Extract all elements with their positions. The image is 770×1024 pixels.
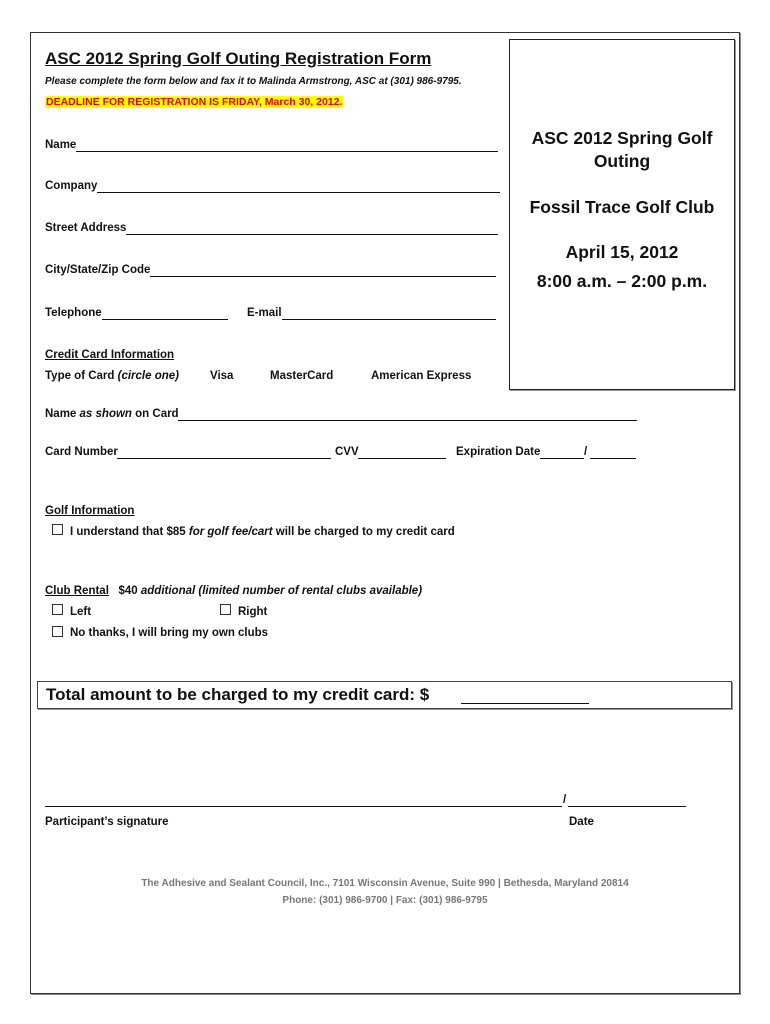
- expiration-month-field[interactable]: [540, 458, 584, 459]
- own-clubs-label: No thanks, I will bring my own clubs: [70, 627, 269, 639]
- event-title-line2: Outing: [593, 151, 651, 171]
- name-on-card-field[interactable]: [178, 420, 637, 421]
- own-clubs-checkbox[interactable]: [52, 626, 63, 637]
- left-clubs-label: Left: [70, 606, 92, 618]
- card-type-text: Type of Card: [45, 370, 115, 382]
- total-amount-label: [46, 685, 429, 705]
- club-rental-heading: Club Rental: [45, 585, 109, 597]
- footer-phone: Phone: (301) 986-9700 | Fax: (301) 986-9795: [282, 895, 488, 906]
- event-time: 8:00 a.m. – 2:00 p.m.: [536, 271, 708, 291]
- date-label: Date: [569, 816, 594, 828]
- signature-field[interactable]: [45, 806, 562, 807]
- telephone-label: Telephone: [45, 307, 102, 319]
- name-on-card-text-c: on Card: [135, 408, 179, 420]
- city-state-zip-label: City/State/Zip Code: [45, 264, 151, 276]
- event-date: April 15, 2012: [565, 242, 679, 262]
- cvv-label: CVV: [335, 446, 359, 458]
- name-field[interactable]: [76, 151, 498, 152]
- name-on-card-text-a: Name: [45, 408, 77, 420]
- street-address-field[interactable]: [126, 234, 498, 235]
- card-number-label: Card Number: [45, 446, 118, 458]
- event-title-line1: ASC 2012 Spring Golf: [531, 128, 713, 148]
- credit-card-heading: Credit Card Information: [45, 349, 175, 361]
- form-instructions: Please complete the form below and fax it to Malinda Armstrong, ASC at (301) 986-9795.: [45, 76, 462, 87]
- right-clubs-checkbox[interactable]: [220, 604, 231, 615]
- telephone-field[interactable]: [102, 319, 228, 320]
- golf-info-heading: Golf Information: [45, 505, 135, 517]
- left-clubs-checkbox[interactable]: [52, 604, 63, 615]
- total-amount-box: [37, 681, 732, 709]
- card-number-field[interactable]: [117, 458, 331, 459]
- date-field[interactable]: [568, 806, 686, 807]
- card-type-hint: (circle one): [117, 370, 179, 382]
- expiration-year-field[interactable]: [590, 458, 636, 459]
- participant-signature-label: Participant’s signature: [45, 816, 169, 828]
- golf-fee-checkbox[interactable]: [52, 524, 63, 535]
- expiration-date-label: Expiration Date: [456, 446, 541, 458]
- card-option-mastercard[interactable]: MasterCard: [270, 370, 334, 382]
- city-state-zip-field[interactable]: [150, 276, 496, 277]
- golf-fee-text: [70, 526, 455, 538]
- form-title: ASC 2012 Spring Golf Outing Registration Form: [45, 49, 432, 68]
- company-label: Company: [45, 180, 98, 192]
- signature-date-separator: /: [563, 794, 567, 806]
- email-field[interactable]: [282, 319, 496, 320]
- right-clubs-label: Right: [238, 606, 268, 618]
- deadline-notice: DEADLINE FOR REGISTRATION IS FRIDAY, March 30, 2012.: [46, 96, 343, 108]
- golf-fee-text-b: for golf fee/cart: [188, 526, 273, 538]
- company-field[interactable]: [97, 192, 500, 193]
- total-currency: $: [419, 685, 430, 704]
- club-rental-line: [45, 585, 422, 597]
- card-option-visa[interactable]: Visa: [210, 370, 234, 382]
- expiration-separator: /: [584, 446, 588, 458]
- event-venue: Fossil Trace Golf Club: [529, 197, 715, 217]
- name-label: Name: [45, 139, 77, 151]
- name-on-card-label: [45, 408, 179, 420]
- club-rental-note: additional (limited number of rental clubs available): [140, 585, 423, 597]
- email-label: E-mail: [247, 307, 282, 319]
- card-option-amex[interactable]: American Express: [371, 370, 472, 382]
- street-address-label: Street Address: [45, 222, 127, 234]
- golf-fee-text-a: I understand that $85: [70, 526, 186, 538]
- card-type-label: [45, 370, 179, 382]
- cvv-field[interactable]: [358, 458, 446, 459]
- name-on-card-text-b: as shown: [79, 408, 132, 420]
- club-rental-price: $40: [118, 585, 138, 597]
- golf-fee-text-c: will be charged to my credit card: [275, 526, 455, 538]
- total-amount-field[interactable]: [461, 703, 589, 704]
- footer-address: The Adhesive and Sealant Council, Inc., 7101 Wisconsin Avenue, Suite 990 | Bethesda, Maryland 20814: [141, 878, 629, 889]
- total-amount-text: Total amount to be charged to my credit card:: [46, 685, 416, 704]
- event-info-box: [509, 39, 735, 390]
